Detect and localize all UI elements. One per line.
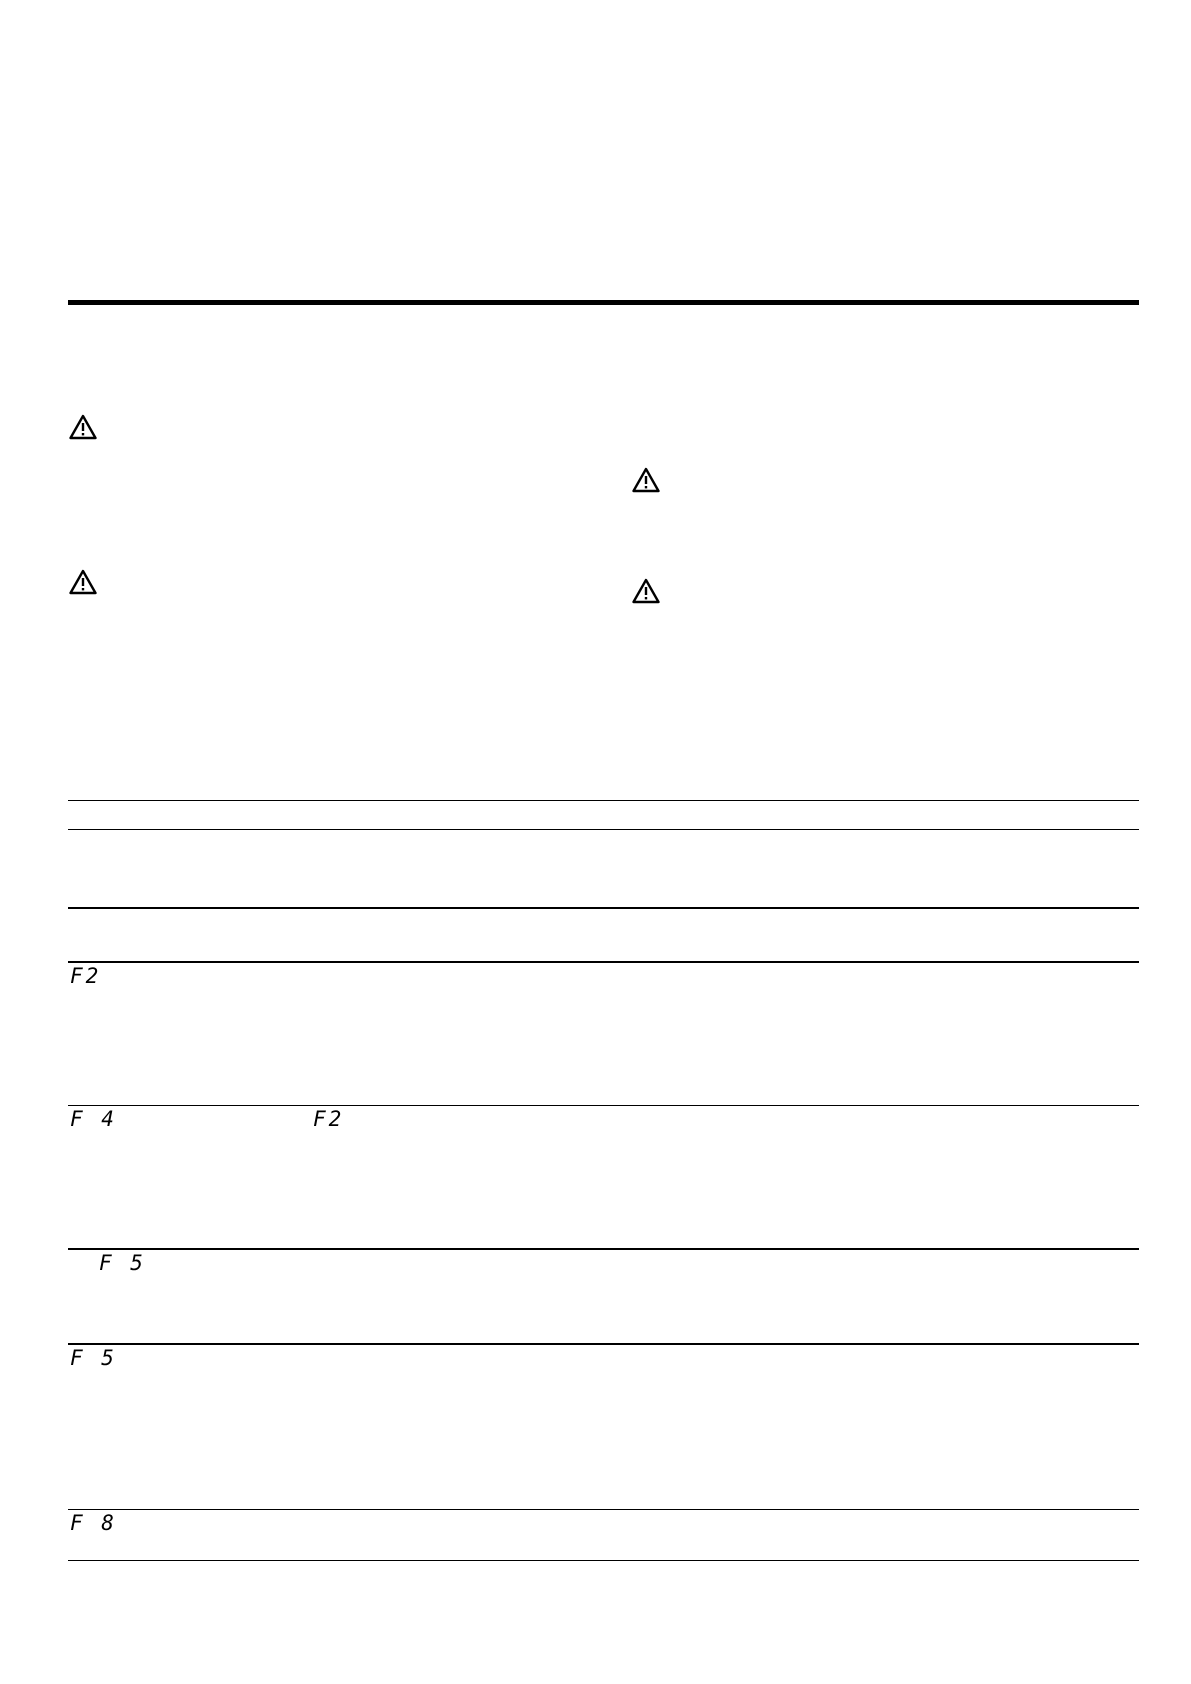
table-rule [68,1509,1139,1510]
table-rule [68,1343,1139,1345]
error-code: F 5 [99,1251,146,1275]
section-rule [68,300,1139,305]
warning-icon [632,578,660,604]
error-code: F2 [70,964,102,988]
table-rule [68,1248,1139,1250]
table-rule [68,1105,1139,1106]
error-code: F 5 [70,1346,117,1370]
table-rule [68,907,1139,909]
table-rule [68,829,1139,830]
table-rule [68,961,1139,963]
warning-icon [69,414,97,440]
error-code: F 4 [70,1107,117,1131]
error-code: F2 [313,1107,345,1131]
warning-icon [69,569,97,595]
table-rule [68,800,1139,801]
warning-icon [632,467,660,493]
table-rule [68,1560,1139,1561]
error-code: F 8 [70,1511,117,1535]
